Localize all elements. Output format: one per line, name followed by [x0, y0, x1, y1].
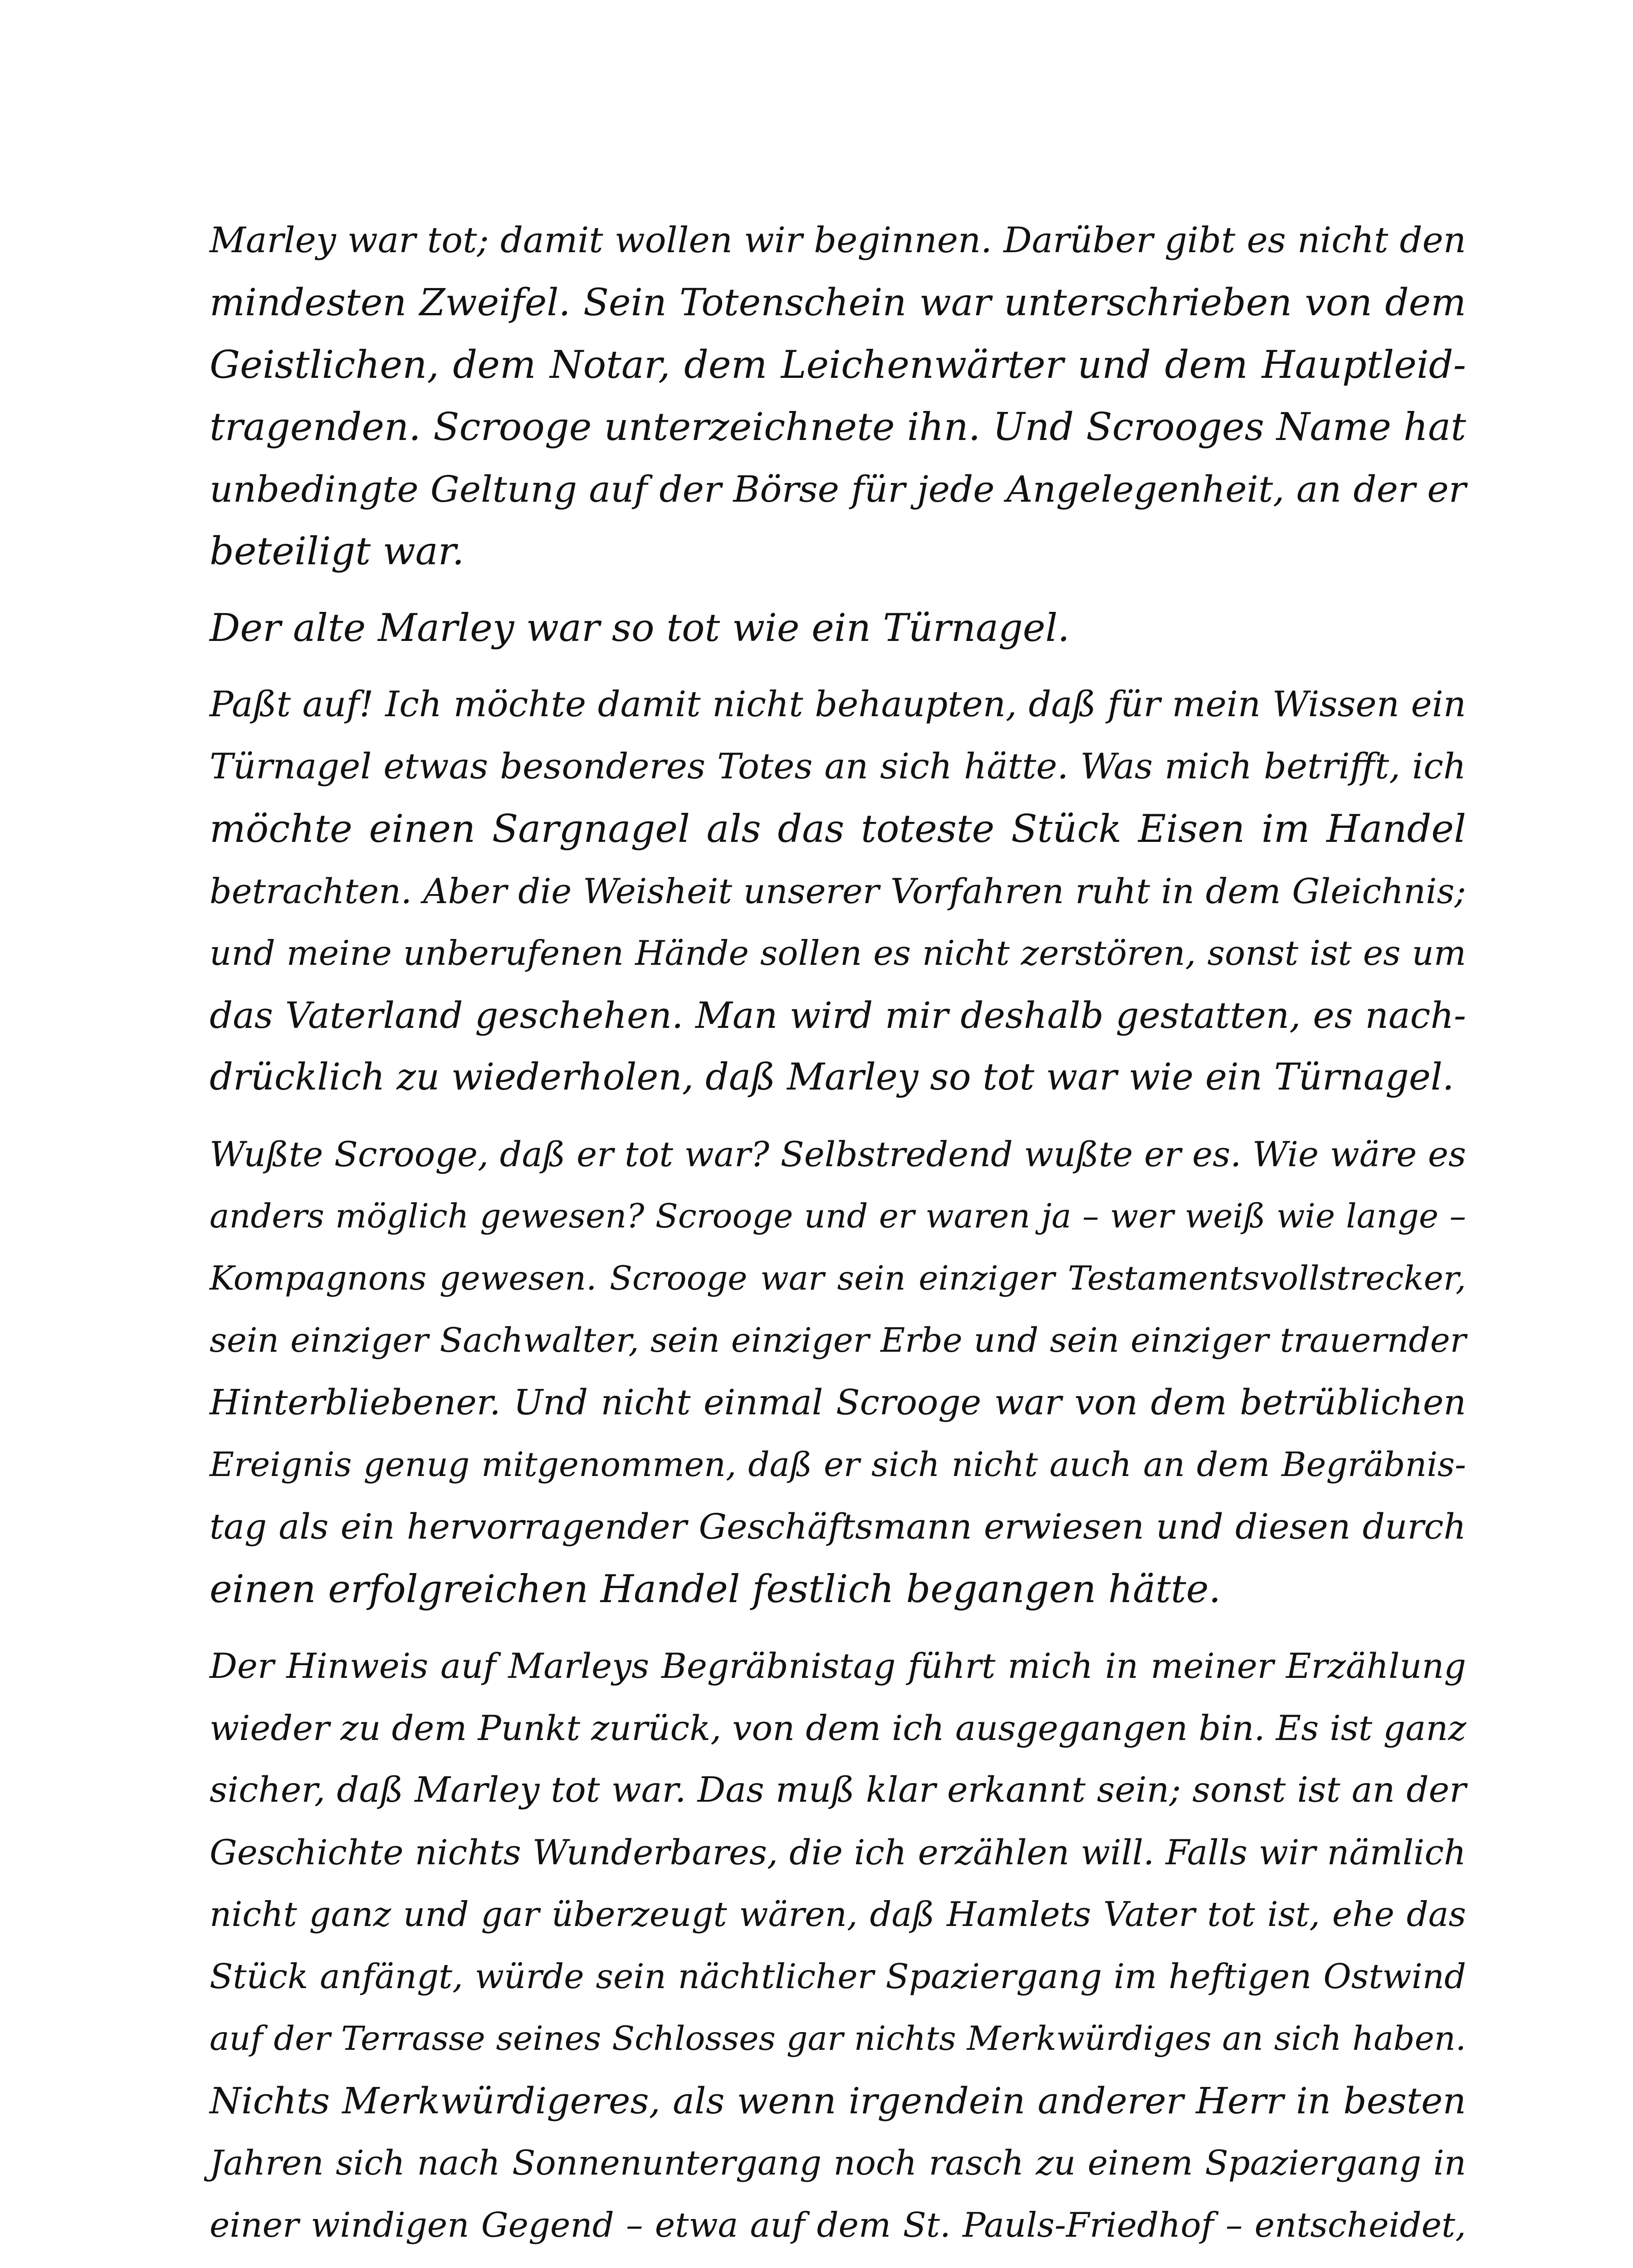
text-line: Der alte Marley war so tot wie ein Türnagel.	[210, 606, 1070, 650]
text-line: einer windigen Gegend – etwa auf dem St. Pauls-Friedhof – entscheidet,	[210, 2205, 1466, 2245]
paragraph	[210, 674, 1466, 1109]
text-line: anders möglich gewesen? Scrooge und er waren ja – wer weiß wie lange –	[210, 1197, 1466, 1236]
text-line: Wußte Scrooge, daß er tot war? Selbstredend wußte er es. Wie wäre es	[210, 1134, 1466, 1174]
text-line: Der Hinweis auf Marleys Begräbnistag führt mich in meiner Erzählung	[210, 1646, 1466, 1686]
text-line: Hinterbliebener. Und nicht einmal Scrooge war von dem betrüblichen	[210, 1383, 1466, 1423]
text-line: Marley war tot; damit wollen wir beginnen. Darüber gibt es nicht den	[210, 220, 1466, 261]
text-line: wieder zu dem Punkt zurück, von dem ich ausgegangen bin. Es ist ganz	[210, 1708, 1467, 1748]
text-line: sein einziger Sachwalter, sein einziger Erbe und sein einziger trauernder	[210, 1321, 1466, 1360]
paragraph-gap	[210, 582, 1466, 597]
text-line: betrachten. Aber die Weisheit unserer Vorfahren ruht in dem Gleichnis;	[210, 871, 1466, 911]
paragraph	[210, 210, 1466, 582]
text-line: auf der Terrasse seines Schlosses gar nichts Merkwürdiges an sich haben.	[210, 2019, 1466, 2058]
text-line: tag als ein hervorragender Geschäftsmann erwiesen und diesen durch	[210, 1507, 1466, 1547]
text-line: Kompagnons gewesen. Scrooge war sein einziger Testamentsvollstrecker,	[210, 1259, 1466, 1298]
text-line: Nichts Merkwürdigeres, als wenn irgendein anderer Herr in besten	[210, 2080, 1466, 2122]
paragraph	[210, 1123, 1466, 1620]
text-line: mindesten Zweifel. Sein Totenschein war unterschrieben von dem	[210, 281, 1466, 324]
paragraph	[210, 597, 1466, 659]
text-line: Ereignis genug mitgenommen, daß er sich nicht auch an dem Begräbnis-	[210, 1445, 1466, 1484]
text-line: Stück anfängt, würde sein nächtlicher Spaziergang im heftigen Ostwind	[210, 1956, 1466, 1996]
paragraph-gap	[210, 659, 1466, 674]
text-line: Geistlichen, dem Notar, dem Leichenwärter und dem Hauptleid-	[210, 342, 1466, 387]
text-line: einen erfolgreichen Handel festlich begangen hätte.	[210, 1567, 1221, 1611]
text-line: und meine unberufenen Hände sollen es nicht zerstören, sonst ist es um	[210, 933, 1466, 973]
body-text	[210, 210, 1466, 2256]
text-line: das Vaterland geschehen. Man wird mir deshalb gestatten, es nach-	[210, 994, 1466, 1036]
text-line: Geschichte nichts Wunderbares, die ich erzählen will. Falls wir nämlich	[210, 1832, 1466, 1872]
text-line: Paßt auf! Ich möchte damit nicht behaupten, daß für mein Wissen ein	[210, 684, 1466, 725]
text-line: Türnagel etwas besonderes Totes an sich hätte. Was mich betrifft, ich	[210, 746, 1466, 787]
text-line: nicht ganz und gar überzeugt wären, daß Hamlets Vater tot ist, ehe das	[210, 1894, 1466, 1934]
text-line: beteiligt war.	[210, 529, 464, 573]
text-line: Jahren sich nach Sonnenuntergang noch rasch zu einem Spaziergang in	[210, 2143, 1466, 2183]
paragraph-gap	[210, 1109, 1466, 1123]
text-line: möchte einen Sargnagel als das toteste Stück Eisen im Handel	[210, 807, 1466, 851]
paragraph	[210, 1635, 1466, 2256]
text-line: sicher, daß Marley tot war. Das muß klar erkannt sein; sonst ist an der	[210, 1770, 1466, 1810]
text-line: unbedingte Geltung auf der Börse für jede Angelegenheit, an der er	[210, 468, 1466, 510]
text-line: drücklich zu wiederholen, daß Marley so tot war wie ein Türnagel.	[210, 1056, 1454, 1099]
text-line: tragenden. Scrooge unterzeichnete ihn. Und Scrooges Name hat	[210, 405, 1466, 449]
paragraph-gap	[210, 1620, 1466, 1635]
